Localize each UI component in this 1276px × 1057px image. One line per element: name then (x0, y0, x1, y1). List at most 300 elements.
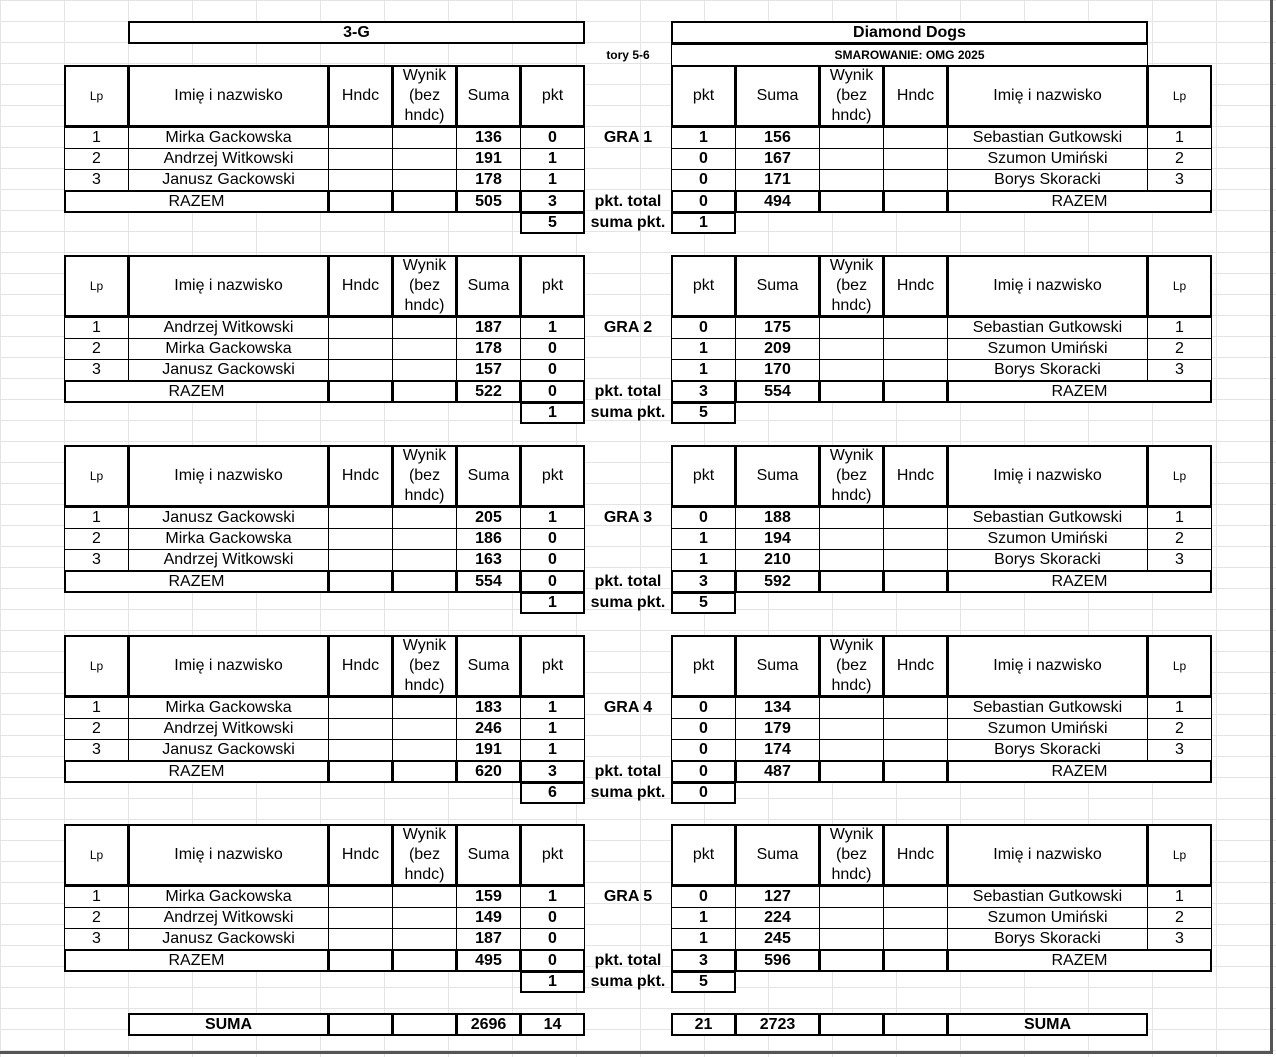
player-name: Sebastian Gutkowski (947, 886, 1148, 908)
player-lp: 2 (1147, 148, 1212, 170)
player-pkt: 0 (671, 169, 736, 191)
player-wynik (819, 148, 884, 170)
player-wynik (819, 528, 884, 550)
player-pkt: 0 (671, 148, 736, 170)
razem-label: RAZEM (947, 570, 1212, 593)
pkt-total-label: pkt. total (594, 951, 662, 969)
player-name: Andrzej Witkowski (128, 317, 329, 339)
team-right-title: Diamond Dogs (671, 21, 1148, 44)
total-wynik (819, 190, 884, 213)
player-wynik (819, 549, 884, 571)
col-header-pkt: pkt (520, 635, 585, 697)
player-suma: 224 (735, 907, 820, 929)
player-pkt: 1 (520, 886, 585, 908)
player-lp: 2 (1147, 907, 1212, 929)
player-pkt: 0 (520, 359, 585, 381)
total-suma: 522 (456, 380, 521, 403)
player-wynik (392, 549, 457, 571)
player-hndc (328, 718, 393, 740)
game-label: GRA 4 (603, 698, 653, 716)
suma-pkt-label: suma pkt. (590, 784, 666, 801)
grand-suma-left: 2696 (456, 1013, 521, 1036)
player-wynik (392, 886, 457, 908)
razem-label: RAZEM (947, 949, 1212, 972)
col-header-name: Imię i nazwisko (128, 445, 329, 507)
player-wynik (819, 907, 884, 929)
col-header-name: Imię i nazwisko (947, 445, 1148, 507)
team-left-title: 3-G (128, 21, 585, 44)
player-pkt: 0 (671, 718, 736, 740)
col-header-name: Imię i nazwisko (128, 824, 329, 886)
player-suma: 194 (735, 528, 820, 550)
col-header-suma: Suma (456, 445, 521, 507)
player-name: Mirka Gackowska (128, 127, 329, 149)
grand-hndc-left (328, 1013, 393, 1036)
player-name: Mirka Gackowska (128, 338, 329, 360)
player-suma: 209 (735, 338, 820, 360)
player-wynik (819, 928, 884, 950)
player-lp: 3 (64, 549, 129, 571)
player-hndc (328, 886, 393, 908)
total-suma: 505 (456, 190, 521, 213)
player-name: Borys Skoracki (947, 928, 1148, 950)
total-suma: 554 (456, 570, 521, 593)
suma-pkt-label: suma pkt. (590, 214, 666, 231)
pkt-total-label: pkt. total (594, 192, 662, 210)
player-lp: 3 (64, 928, 129, 950)
player-hndc (328, 148, 393, 170)
player-hndc (883, 338, 948, 360)
total-wynik (392, 190, 457, 213)
player-suma: 205 (456, 507, 521, 529)
grand-pkt-right: 21 (671, 1013, 736, 1036)
suma-pkt-right: 5 (671, 971, 736, 993)
player-wynik (392, 507, 457, 529)
col-header-name: Imię i nazwisko (947, 635, 1148, 697)
player-suma: 174 (735, 739, 820, 761)
player-name: Janusz Gackowski (128, 359, 329, 381)
oil-pattern: SMAROWANIE: OMG 2025 (671, 44, 1148, 66)
player-suma: 134 (735, 697, 820, 719)
player-lp: 2 (1147, 718, 1212, 740)
player-hndc (328, 169, 393, 191)
col-header-wynik: Wynik (bez hndc) (819, 824, 884, 886)
col-header-name: Imię i nazwisko (128, 635, 329, 697)
razem-label: RAZEM (64, 949, 329, 972)
razem-label: RAZEM (947, 380, 1212, 403)
col-header-wynik: Wynik (bez hndc) (819, 65, 884, 127)
player-pkt: 1 (520, 148, 585, 170)
player-lp: 2 (64, 907, 129, 929)
player-suma: 191 (456, 148, 521, 170)
col-header-suma: Suma (735, 255, 820, 317)
col-header-pkt: pkt (520, 445, 585, 507)
player-suma: 167 (735, 148, 820, 170)
total-wynik (392, 380, 457, 403)
total-hndc (883, 190, 948, 213)
total-pkt: 3 (671, 570, 736, 593)
col-header-lp: Lp (1147, 65, 1212, 127)
player-hndc (883, 549, 948, 571)
grand-wynik-left (392, 1013, 457, 1036)
player-name: Janusz Gackowski (128, 928, 329, 950)
player-name: Sebastian Gutkowski (947, 317, 1148, 339)
player-pkt: 1 (520, 718, 585, 740)
player-name: Borys Skoracki (947, 359, 1148, 381)
player-lp: 3 (1147, 359, 1212, 381)
game-label: GRA 2 (603, 318, 653, 336)
player-lp: 1 (1147, 317, 1212, 339)
total-hndc (328, 570, 393, 593)
col-header-name: Imię i nazwisko (947, 255, 1148, 317)
col-header-wynik: Wynik (bez hndc) (392, 65, 457, 127)
player-suma: 159 (456, 886, 521, 908)
player-hndc (328, 928, 393, 950)
total-wynik (392, 760, 457, 783)
col-header-hndc: Hndc (883, 255, 948, 317)
player-hndc (328, 127, 393, 149)
col-header-suma: Suma (456, 824, 521, 886)
player-lp: 3 (1147, 739, 1212, 761)
grand-wynik-right (819, 1013, 884, 1036)
col-header-lp: Lp (64, 824, 129, 886)
player-suma: 245 (735, 928, 820, 950)
player-wynik (392, 317, 457, 339)
col-header-lp: Lp (1147, 635, 1212, 697)
pkt-total-label: pkt. total (594, 382, 662, 400)
player-lp: 1 (64, 886, 129, 908)
total-hndc (328, 190, 393, 213)
player-hndc (328, 359, 393, 381)
player-suma: 188 (735, 507, 820, 529)
suma-pkt-right: 1 (671, 212, 736, 234)
player-lp: 2 (64, 718, 129, 740)
player-lp: 3 (1147, 169, 1212, 191)
player-hndc (328, 338, 393, 360)
player-name: Janusz Gackowski (128, 739, 329, 761)
col-header-hndc: Hndc (883, 445, 948, 507)
col-header-wynik: Wynik (bez hndc) (819, 255, 884, 317)
player-pkt: 0 (520, 549, 585, 571)
col-header-lp: Lp (1147, 445, 1212, 507)
player-suma: 170 (735, 359, 820, 381)
razem-label: RAZEM (64, 190, 329, 213)
player-hndc (883, 169, 948, 191)
player-pkt: 1 (671, 127, 736, 149)
player-wynik (392, 169, 457, 191)
total-pkt: 0 (520, 949, 585, 972)
col-header-pkt: pkt (671, 445, 736, 507)
player-suma: 179 (735, 718, 820, 740)
lanes-label: tory 5-6 (606, 48, 650, 62)
player-suma: 187 (456, 928, 521, 950)
player-suma: 163 (456, 549, 521, 571)
player-name: Mirka Gackowska (128, 697, 329, 719)
col-header-pkt: pkt (671, 255, 736, 317)
grand-hndc-right (883, 1013, 948, 1036)
player-pkt: 1 (671, 928, 736, 950)
col-header-wynik: Wynik (bez hndc) (392, 635, 457, 697)
player-hndc (883, 718, 948, 740)
player-name: Szumon Umiński (947, 907, 1148, 929)
player-suma: 186 (456, 528, 521, 550)
player-pkt: 1 (520, 317, 585, 339)
player-lp: 1 (64, 317, 129, 339)
player-pkt: 1 (671, 338, 736, 360)
player-hndc (883, 507, 948, 529)
razem-label: RAZEM (947, 190, 1212, 213)
player-hndc (883, 359, 948, 381)
total-wynik (819, 949, 884, 972)
player-hndc (883, 528, 948, 550)
total-suma: 620 (456, 760, 521, 783)
col-header-hndc: Hndc (328, 445, 393, 507)
suma-pkt-left: 1 (520, 402, 585, 424)
player-pkt: 1 (671, 907, 736, 929)
total-pkt: 3 (671, 949, 736, 972)
player-name: Janusz Gackowski (128, 507, 329, 529)
total-hndc (883, 949, 948, 972)
col-header-name: Imię i nazwisko (947, 824, 1148, 886)
suma-pkt-left: 1 (520, 971, 585, 993)
player-lp: 3 (1147, 549, 1212, 571)
col-header-suma: Suma (456, 255, 521, 317)
player-wynik (819, 359, 884, 381)
player-pkt: 0 (671, 886, 736, 908)
player-hndc (328, 549, 393, 571)
player-suma: 156 (735, 127, 820, 149)
player-hndc (328, 317, 393, 339)
col-header-pkt: pkt (671, 824, 736, 886)
col-header-wynik: Wynik (bez hndc) (392, 445, 457, 507)
pkt-total-label: pkt. total (594, 762, 662, 780)
player-hndc (883, 127, 948, 149)
total-suma: 592 (735, 570, 820, 593)
player-suma: 191 (456, 739, 521, 761)
total-hndc (883, 380, 948, 403)
player-name: Szumon Umiński (947, 718, 1148, 740)
total-pkt: 3 (520, 190, 585, 213)
col-header-suma: Suma (735, 445, 820, 507)
total-wynik (819, 760, 884, 783)
player-wynik (819, 886, 884, 908)
col-header-hndc: Hndc (328, 255, 393, 317)
player-pkt: 0 (520, 528, 585, 550)
player-pkt: 0 (520, 127, 585, 149)
player-name: Andrzej Witkowski (128, 148, 329, 170)
player-name: Mirka Gackowska (128, 528, 329, 550)
player-wynik (392, 928, 457, 950)
col-header-pkt: pkt (520, 824, 585, 886)
total-pkt: 0 (671, 760, 736, 783)
player-lp: 2 (1147, 338, 1212, 360)
col-header-lp: Lp (64, 635, 129, 697)
col-header-suma: Suma (456, 65, 521, 127)
total-wynik (819, 380, 884, 403)
player-lp: 2 (64, 528, 129, 550)
col-header-pkt: pkt (671, 635, 736, 697)
player-wynik (819, 718, 884, 740)
player-pkt: 0 (671, 697, 736, 719)
player-suma: 127 (735, 886, 820, 908)
col-header-suma: Suma (735, 635, 820, 697)
player-name: Janusz Gackowski (128, 169, 329, 191)
total-pkt: 3 (671, 380, 736, 403)
player-wynik (392, 718, 457, 740)
col-header-lp: Lp (64, 445, 129, 507)
col-header-suma: Suma (735, 65, 820, 127)
player-hndc (883, 928, 948, 950)
player-suma: 149 (456, 907, 521, 929)
player-lp: 3 (1147, 928, 1212, 950)
total-suma: 495 (456, 949, 521, 972)
col-header-lp: Lp (1147, 255, 1212, 317)
player-suma: 178 (456, 338, 521, 360)
col-header-name: Imię i nazwisko (947, 65, 1148, 127)
col-header-hndc: Hndc (328, 824, 393, 886)
player-name: Borys Skoracki (947, 739, 1148, 761)
total-suma: 554 (735, 380, 820, 403)
player-wynik (392, 739, 457, 761)
player-wynik (819, 507, 884, 529)
suma-pkt-label: suma pkt. (590, 973, 666, 990)
game-label: GRA 3 (603, 508, 653, 526)
razem-label: RAZEM (64, 760, 329, 783)
col-header-suma: Suma (456, 635, 521, 697)
player-lp: 2 (64, 338, 129, 360)
grand-pkt-left: 14 (520, 1013, 585, 1036)
suma-pkt-right: 5 (671, 592, 736, 614)
total-wynik (392, 570, 457, 593)
suma-pkt-right: 0 (671, 782, 736, 804)
player-lp: 2 (1147, 528, 1212, 550)
col-header-hndc: Hndc (883, 635, 948, 697)
player-pkt: 0 (671, 317, 736, 339)
player-pkt: 0 (671, 507, 736, 529)
player-lp: 1 (64, 697, 129, 719)
player-name: Borys Skoracki (947, 549, 1148, 571)
total-pkt: 0 (520, 570, 585, 593)
player-suma: 175 (735, 317, 820, 339)
player-hndc (328, 528, 393, 550)
player-suma: 183 (456, 697, 521, 719)
player-wynik (819, 127, 884, 149)
player-suma: 171 (735, 169, 820, 191)
game-label: GRA 1 (603, 128, 653, 146)
col-header-hndc: Hndc (328, 635, 393, 697)
player-wynik (392, 148, 457, 170)
player-hndc (328, 907, 393, 929)
suma-pkt-right: 5 (671, 402, 736, 424)
total-suma: 487 (735, 760, 820, 783)
grand-suma-right: 2723 (735, 1013, 820, 1036)
player-suma: 136 (456, 127, 521, 149)
col-header-hndc: Hndc (328, 65, 393, 127)
player-lp: 1 (1147, 127, 1212, 149)
total-hndc (328, 380, 393, 403)
player-pkt: 1 (520, 739, 585, 761)
player-pkt: 1 (520, 507, 585, 529)
col-header-wynik: Wynik (bez hndc) (392, 824, 457, 886)
player-wynik (392, 359, 457, 381)
player-name: Sebastian Gutkowski (947, 127, 1148, 149)
total-hndc (883, 570, 948, 593)
player-hndc (883, 148, 948, 170)
total-hndc (883, 760, 948, 783)
player-wynik (819, 739, 884, 761)
total-wynik (819, 570, 884, 593)
player-lp: 1 (1147, 886, 1212, 908)
suma-pkt-label: suma pkt. (590, 594, 666, 611)
game-label: GRA 5 (603, 887, 653, 905)
player-hndc (883, 317, 948, 339)
player-name: Sebastian Gutkowski (947, 507, 1148, 529)
col-header-pkt: pkt (671, 65, 736, 127)
player-suma: 187 (456, 317, 521, 339)
col-header-pkt: pkt (520, 255, 585, 317)
player-hndc (883, 697, 948, 719)
player-lp: 1 (64, 507, 129, 529)
player-hndc (328, 739, 393, 761)
col-header-lp: Lp (1147, 824, 1212, 886)
player-name: Mirka Gackowska (128, 886, 329, 908)
player-pkt: 1 (671, 359, 736, 381)
player-lp: 1 (1147, 697, 1212, 719)
suma-pkt-label: suma pkt. (590, 404, 666, 421)
player-pkt: 0 (520, 928, 585, 950)
col-header-lp: Lp (64, 65, 129, 127)
player-pkt: 0 (520, 907, 585, 929)
player-name: Andrzej Witkowski (128, 549, 329, 571)
player-wynik (392, 338, 457, 360)
total-pkt: 0 (671, 190, 736, 213)
total-pkt: 0 (520, 380, 585, 403)
player-hndc (883, 907, 948, 929)
player-wynik (819, 169, 884, 191)
col-header-wynik: Wynik (bez hndc) (819, 445, 884, 507)
razem-label: RAZEM (64, 380, 329, 403)
player-suma: 246 (456, 718, 521, 740)
total-pkt: 3 (520, 760, 585, 783)
total-hndc (328, 760, 393, 783)
player-lp: 1 (1147, 507, 1212, 529)
col-header-name: Imię i nazwisko (128, 255, 329, 317)
player-name: Borys Skoracki (947, 169, 1148, 191)
suma-pkt-left: 6 (520, 782, 585, 804)
total-suma: 596 (735, 949, 820, 972)
player-suma: 210 (735, 549, 820, 571)
player-name: Szumon Umiński (947, 338, 1148, 360)
player-pkt: 0 (671, 739, 736, 761)
player-wynik (819, 697, 884, 719)
player-name: Sebastian Gutkowski (947, 697, 1148, 719)
player-wynik (392, 528, 457, 550)
col-header-wynik: Wynik (bez hndc) (819, 635, 884, 697)
pkt-total-label: pkt. total (594, 572, 662, 590)
player-wynik (392, 697, 457, 719)
player-name: Szumon Umiński (947, 528, 1148, 550)
total-hndc (328, 949, 393, 972)
player-pkt: 1 (520, 169, 585, 191)
player-hndc (883, 739, 948, 761)
player-hndc (328, 507, 393, 529)
player-wynik (392, 907, 457, 929)
player-lp: 3 (64, 359, 129, 381)
player-lp: 3 (64, 169, 129, 191)
player-name: Andrzej Witkowski (128, 718, 329, 740)
razem-label: RAZEM (947, 760, 1212, 783)
player-lp: 1 (64, 127, 129, 149)
